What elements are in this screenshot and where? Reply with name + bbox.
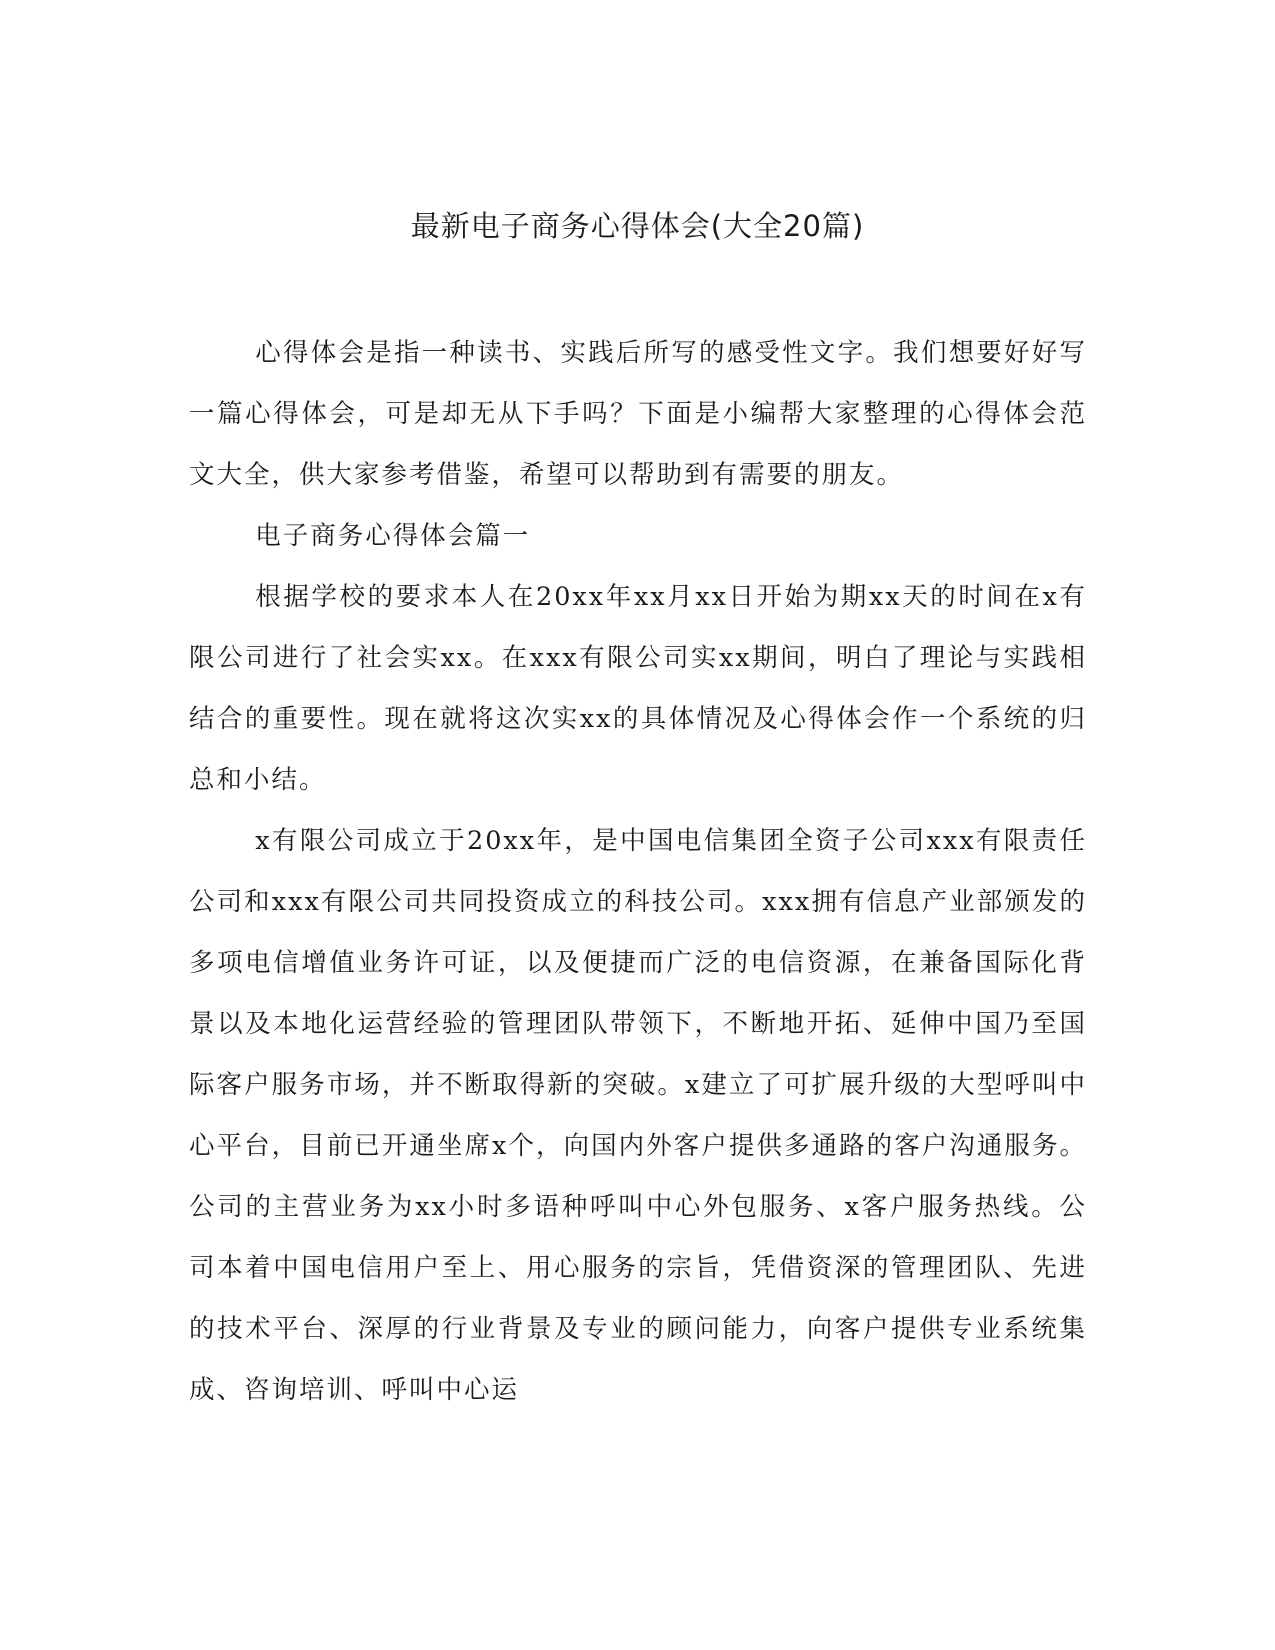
document-title: 最新电子商务心得体会(大全20篇) bbox=[410, 209, 865, 243]
body-paragraph: 根据学校的要求本人在20xx年xx月xx日开始为期xx天的时间在x有限公司进行了社会实xx。在xxx有限公司实xx期间，明白了理论与实践相结合的重要性。现在就将这次实xx的具体情况及心得体会作一个系统的归总和小结。 bbox=[189, 582, 1087, 795]
document-body bbox=[189, 323, 1087, 1421]
section-heading: 电子商务心得体会篇一 bbox=[255, 521, 531, 551]
intro-paragraph: 心得体会是指一种读书、实践后所写的感受性文字。我们想要好好写一篇心得体会，可是却无从下手吗？下面是小编帮大家整理的心得体会范文大全，供大家参考借鉴，希望可以帮助到有需要的朋友。 bbox=[189, 338, 1087, 490]
body-paragraph: x有限公司成立于20xx年，是中国电信集团全资子公司xxx有限责任公司和xxx有限公司共同投资成立的科技公司。xxx拥有信息产业部颁发的多项电信增值业务许可证，以及便捷而广泛的电信资源，在兼备国际化背景以及本地化运营经验的管理团队带领下，不断地开拓、延伸中国乃至国际客户服务市场，并不断取得新的突破。x建立了可扩展升级的大型呼叫中心平台，目前已开通坐席x个，向国内外客户提供多通路的客户沟通服务。公司的主营业务为xx小时多语种呼叫中心外包服务、x客户服务热线。公司本着中国电信用户至上、用心服务的宗旨，凭借资深的管理团队、先进的技术平台、深厚的行业背景及专业的顾问能力，向客户提供专业系统集成、咨询培训、呼叫中心运 bbox=[189, 826, 1087, 1405]
